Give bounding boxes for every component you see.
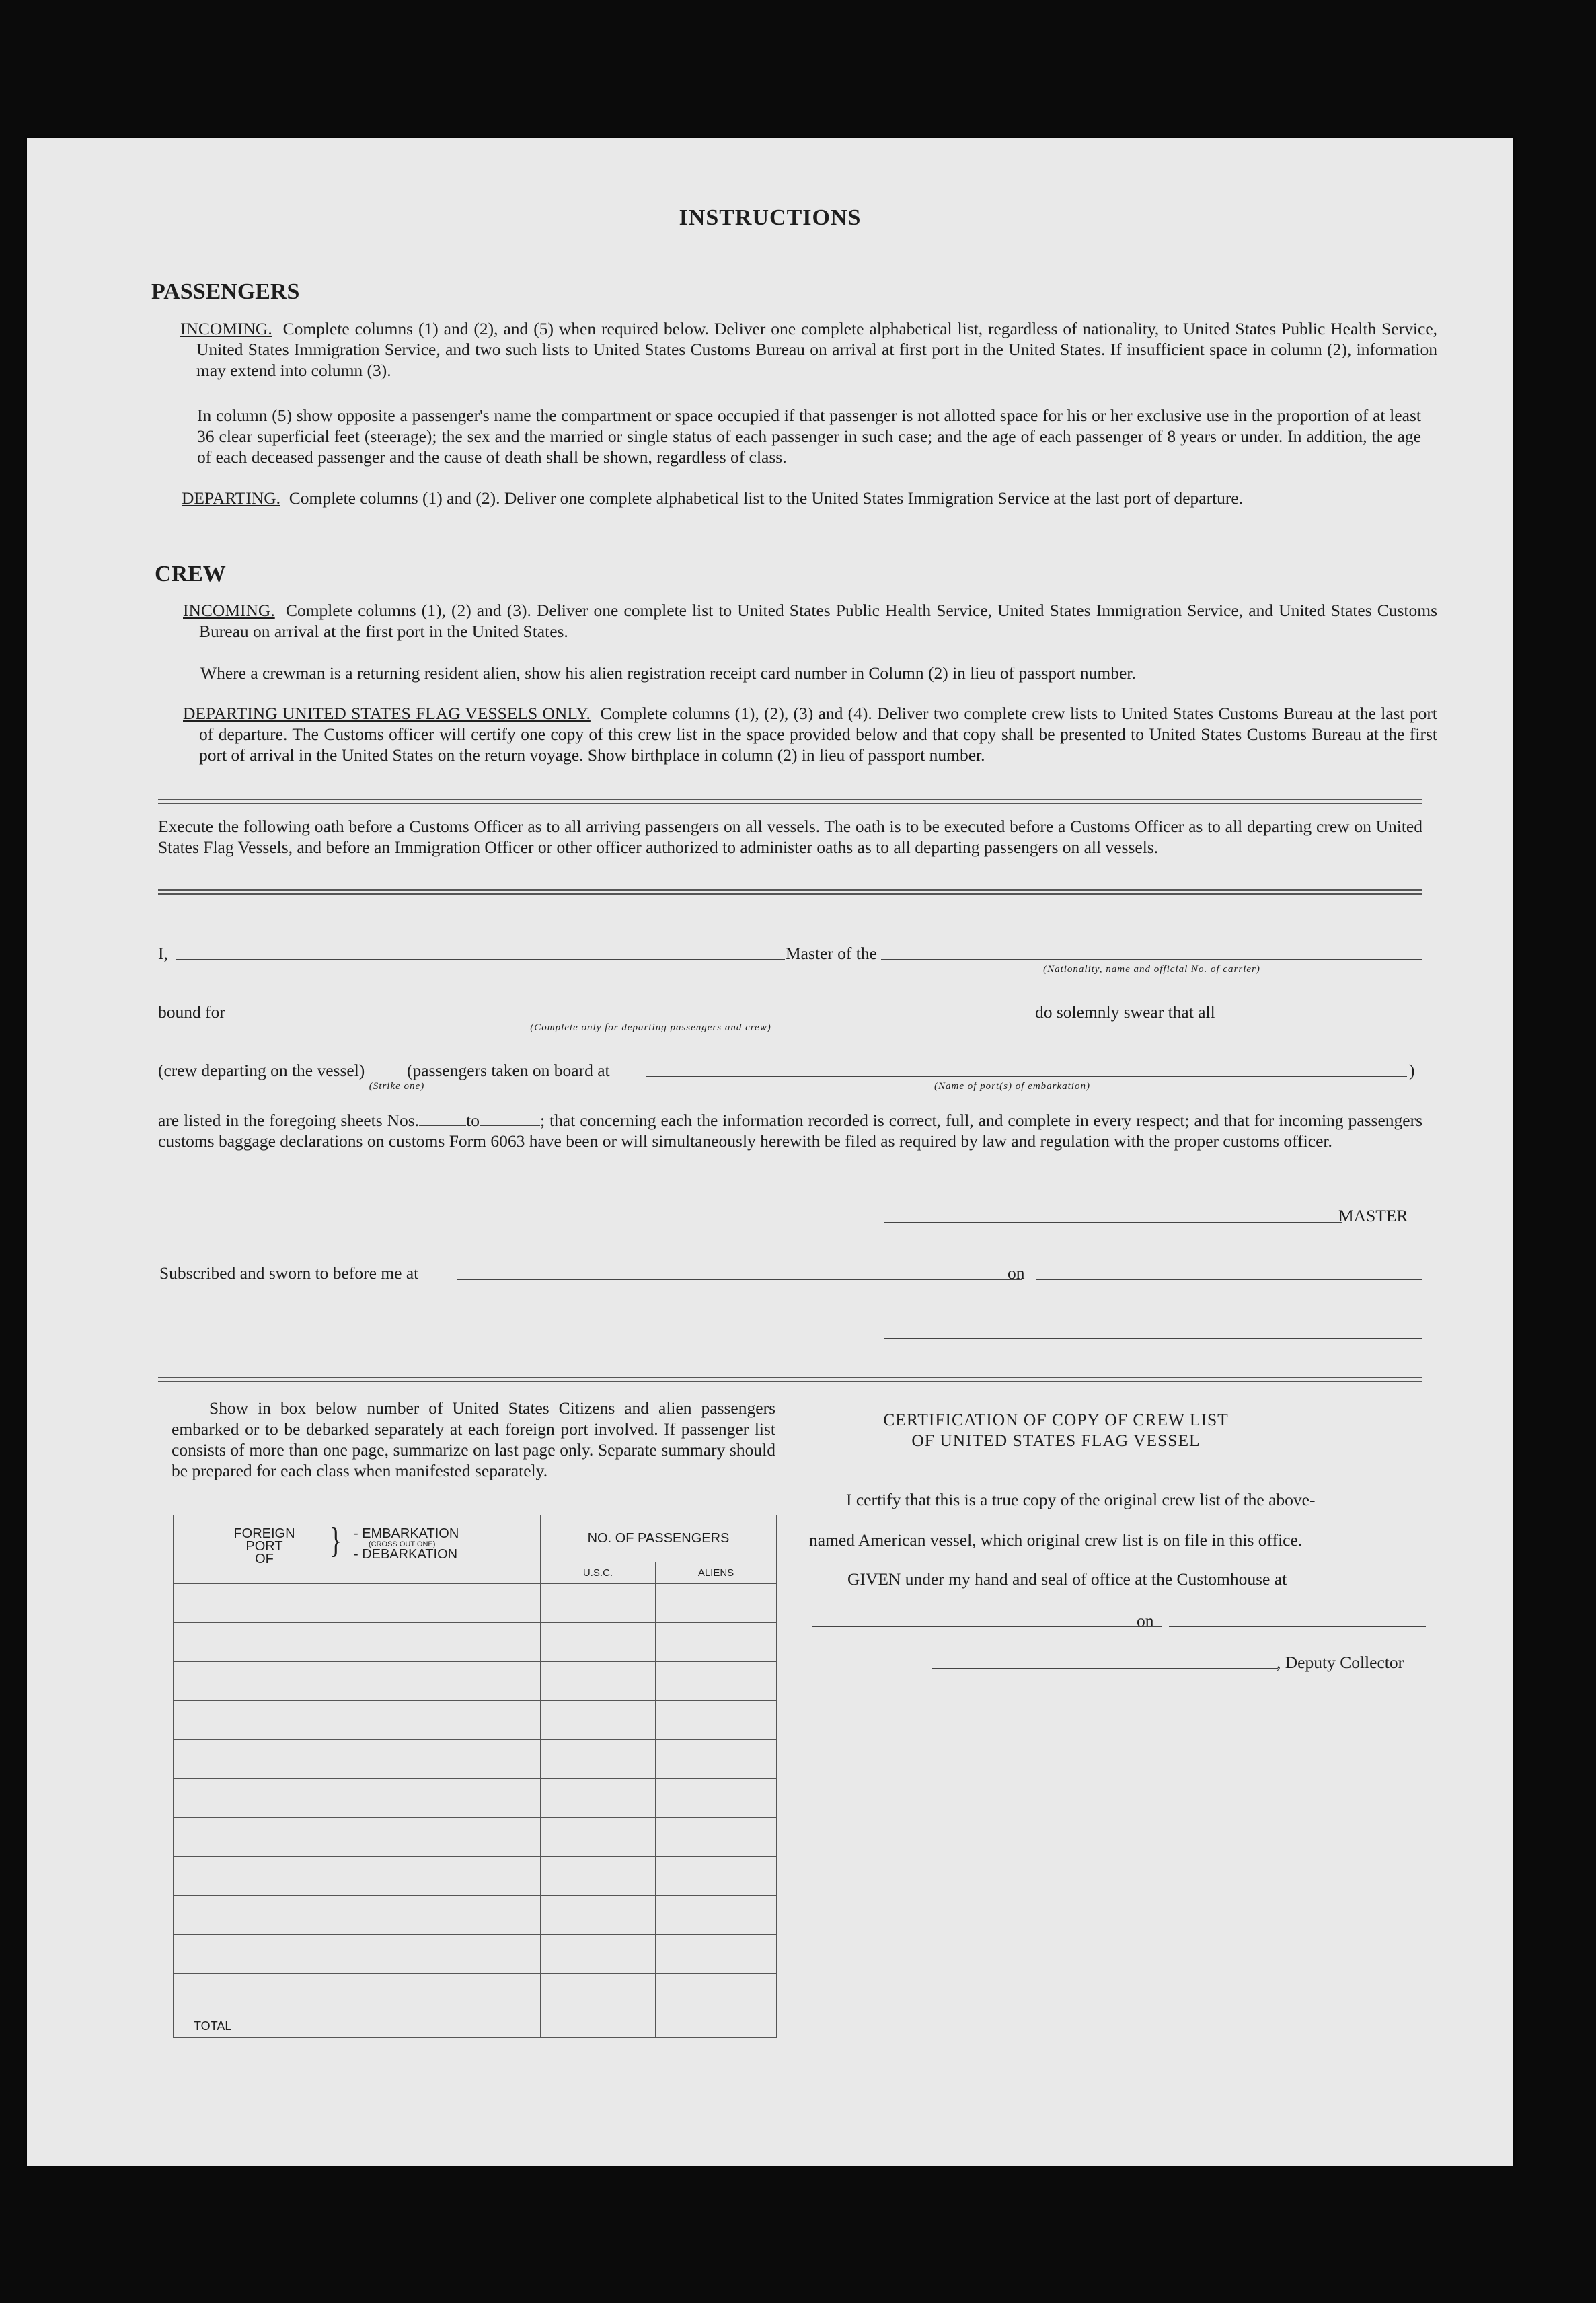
port-cell[interactable] bbox=[174, 1818, 541, 1857]
aliens-cell[interactable] bbox=[656, 1935, 777, 1974]
cross-out-one-label: (CROSS OUT ONE) bbox=[369, 1540, 436, 1548]
passengers-taken-option[interactable]: (passengers taken on board at bbox=[407, 1061, 610, 1080]
certify-line-2: named American vessel, which original crew list is on file in this office. bbox=[809, 1530, 1303, 1550]
certification-on-label: on bbox=[1137, 1611, 1154, 1630]
debarkation-label[interactable]: - DEBARKATION bbox=[354, 1547, 458, 1562]
usc-cell[interactable] bbox=[541, 1779, 656, 1818]
oath-i-label: I, bbox=[158, 944, 168, 963]
table-row bbox=[174, 1779, 777, 1818]
usc-cell[interactable] bbox=[541, 1701, 656, 1740]
listed-text-1: are listed in the foregoing sheets Nos. bbox=[158, 1110, 420, 1130]
table-row bbox=[174, 1701, 777, 1740]
table-row bbox=[174, 1896, 777, 1935]
aliens-total-cell[interactable] bbox=[656, 1974, 777, 2038]
usc-cell[interactable] bbox=[541, 1935, 656, 1974]
usc-cell[interactable] bbox=[541, 1740, 656, 1779]
complete-only-caption: (Complete only for departing passengers and crew) bbox=[530, 1022, 771, 1033]
usc-cell[interactable] bbox=[541, 1896, 656, 1935]
bound-for-label: bound for bbox=[158, 1002, 225, 1022]
customhouse-field[interactable] bbox=[812, 1626, 1162, 1627]
subscribed-date-field[interactable] bbox=[1036, 1279, 1422, 1280]
given-line: GIVEN under my hand and seal of office at the Customhouse at bbox=[847, 1569, 1287, 1589]
crew-incoming-paragraph bbox=[183, 600, 1437, 642]
deputy-collector-signature[interactable] bbox=[932, 1668, 1278, 1669]
aliens-cell[interactable] bbox=[656, 1740, 777, 1779]
total-label: TOTAL bbox=[174, 1974, 541, 2038]
port-caption: (Name of port(s) of embarkation) bbox=[934, 1081, 1090, 1092]
total-row bbox=[174, 1974, 777, 2038]
aliens-cell[interactable] bbox=[656, 1623, 777, 1662]
table-row bbox=[174, 1857, 777, 1896]
port-cell[interactable] bbox=[174, 1857, 541, 1896]
nationality-caption: (Nationality, name and official No. of carrier) bbox=[1043, 964, 1260, 975]
port-cell[interactable] bbox=[174, 1623, 541, 1662]
aliens-cell[interactable] bbox=[656, 1818, 777, 1857]
subscribed-on-label: on bbox=[1008, 1263, 1025, 1283]
table-row bbox=[174, 1818, 777, 1857]
solemnly-swear-text: do solemnly swear that all bbox=[1032, 1002, 1215, 1022]
usc-cell[interactable] bbox=[541, 1623, 656, 1662]
master-label: MASTER bbox=[1338, 1206, 1408, 1225]
form-page bbox=[27, 138, 1513, 2166]
port-cell[interactable] bbox=[174, 1896, 541, 1935]
crew-heading: CREW bbox=[155, 562, 226, 587]
certify-line-1: I certify that this is a true copy of the original crew list of the above- bbox=[846, 1490, 1316, 1509]
sheet-from-field[interactable] bbox=[419, 1125, 466, 1126]
usc-cell[interactable] bbox=[541, 1818, 656, 1857]
certification-heading bbox=[800, 1409, 1312, 1451]
port-cell[interactable] bbox=[174, 1662, 541, 1701]
passengers-departing-paragraph bbox=[182, 488, 1437, 508]
table-row bbox=[174, 1935, 777, 1974]
passengers-incoming-paragraph bbox=[180, 318, 1437, 381]
passengers-incoming-text: Complete columns (1) and (2), and (5) when required below. Deliver one complete alphabetical list, regardless of nationality, to United States Public Health Service, United States Immigration Service, and two such lists to United States Customs Bureau on arrival at first port in the United States. If insufficient space in column (2), information may extend into column (3). bbox=[196, 319, 1438, 380]
sheet-to-field[interactable] bbox=[480, 1125, 540, 1126]
certification-heading-line-2: OF UNITED STATES FLAG VESSEL bbox=[911, 1431, 1201, 1450]
crew-resident-paragraph: Where a crewman is a returning resident alien, show his alien registration receipt card number in Column (2) in lieu of passport number. bbox=[200, 663, 1136, 683]
foreign-label: FOREIGN bbox=[233, 1526, 295, 1541]
master-name-field[interactable] bbox=[176, 959, 785, 960]
port-cell[interactable] bbox=[174, 1701, 541, 1740]
passengers-column5-paragraph: In column (5) show opposite a passenger's name the compartment or space occupied if that passenger is not allotted space for his or her exclusive use in the proportion of at least 36 clear superficial feet (steerage); the sex and the married or single status of each passenger in such case; and the age of each passenger of 8 years or under. In addition, the age of each deceased passenger and the cause of death shall be shown, regardless of class. bbox=[197, 406, 1421, 467]
section-divider bbox=[158, 1377, 1422, 1382]
page-title: INSTRUCTIONS bbox=[679, 205, 862, 230]
crew-departing-label: DEPARTING UNITED STATES FLAG VESSELS ONLY. bbox=[183, 704, 591, 723]
usc-cell[interactable] bbox=[541, 1584, 656, 1623]
aliens-cell[interactable] bbox=[656, 1662, 777, 1701]
port-label: PORT bbox=[245, 1539, 283, 1554]
aliens-cell[interactable] bbox=[656, 1701, 777, 1740]
close-paren: ) bbox=[1409, 1061, 1415, 1080]
section-divider bbox=[158, 889, 1422, 895]
crew-incoming-text: Complete columns (1), (2) and (3). Deliver one complete list to United States Public Health Service, United States Immigration Service, and United States Customs Bureau on arrival at the first port in the United States. bbox=[199, 601, 1438, 641]
subscribed-label: Subscribed and sworn to before me at bbox=[159, 1263, 419, 1283]
master-signature-line[interactable] bbox=[884, 1222, 1342, 1223]
bracket: } bbox=[330, 1521, 342, 1561]
table-row bbox=[174, 1662, 777, 1701]
port-cell[interactable] bbox=[174, 1584, 541, 1623]
deputy-collector-label: , Deputy Collector bbox=[1277, 1653, 1404, 1672]
master-of-the-label: Master of the bbox=[786, 944, 877, 963]
strike-one-caption: (Strike one) bbox=[369, 1081, 425, 1092]
officer-signature-line[interactable] bbox=[884, 1338, 1422, 1339]
subscribed-place-field[interactable] bbox=[457, 1279, 1022, 1280]
usc-total-cell[interactable] bbox=[541, 1974, 656, 2038]
usc-header: U.S.C. bbox=[541, 1562, 656, 1584]
embarkation-port-field[interactable] bbox=[646, 1076, 1407, 1077]
aliens-header: ALIENS bbox=[656, 1562, 777, 1584]
port-cell[interactable] bbox=[174, 1935, 541, 1974]
passenger-summary-table bbox=[173, 1515, 777, 2038]
usc-cell[interactable] bbox=[541, 1857, 656, 1896]
carrier-field[interactable] bbox=[881, 959, 1422, 960]
no-of-passengers-header: NO. OF PASSENGERS bbox=[541, 1515, 777, 1562]
passengers-departing-text: Complete columns (1) and (2). Deliver one complete alphabetical list to the United States Immigration Service at the last port of departure. bbox=[289, 488, 1244, 508]
aliens-cell[interactable] bbox=[656, 1896, 777, 1935]
passengers-departing-label: DEPARTING. bbox=[182, 488, 280, 508]
passengers-incoming-label: INCOMING. bbox=[180, 319, 272, 338]
summary-note: Show in box below number of United States Citizens and alien passengers embarked or to be debarked separately at each foreign port involved. If passenger list consists of more than one page, summarize on last page only. Separate summary should be prepared for each class when manifested separately. bbox=[172, 1398, 775, 1480]
crew-departing-option[interactable]: (crew departing on the vessel) bbox=[158, 1061, 365, 1080]
crew-departing-paragraph bbox=[183, 703, 1437, 765]
port-header-cell bbox=[174, 1515, 541, 1584]
port-cell[interactable] bbox=[174, 1740, 541, 1779]
crew-departing-text: Complete columns (1), (2), (3) and (4). Deliver two complete crew lists to United States Customs Bureau at the last port of departure. The Customs officer will certify one copy of this crew list in the space provided below and that copy shall be presented to United States Customs Bureau at the first port of arrival in the United States on the return voyage. Show birthplace in column (2) in lieu of passport number. bbox=[199, 704, 1438, 765]
table-row bbox=[174, 1623, 777, 1662]
port-cell[interactable] bbox=[174, 1779, 541, 1818]
table-row bbox=[174, 1740, 777, 1779]
certification-date-field[interactable] bbox=[1169, 1626, 1426, 1627]
aliens-cell[interactable] bbox=[656, 1584, 777, 1623]
usc-cell[interactable] bbox=[541, 1662, 656, 1701]
of-label: OF bbox=[255, 1552, 274, 1566]
oath-instruction: Execute the following oath before a Customs Officer as to all arriving passengers on all vessels. The oath is to be executed before a Customs Officer as to all departing crew on United States Flag Vessels, and before an Immigration Officer or other officer authorized to administer oaths as to all departing passengers on all vessels. bbox=[158, 817, 1422, 857]
certification-heading-line-1: CERTIFICATION OF COPY OF CREW LIST bbox=[883, 1410, 1229, 1429]
aliens-cell[interactable] bbox=[656, 1779, 777, 1818]
section-divider bbox=[158, 799, 1422, 804]
crew-incoming-label: INCOMING. bbox=[183, 601, 275, 620]
listed-paragraph bbox=[158, 1110, 1422, 1152]
listed-text-2: ; that concerning each the information recorded is correct, full, and complete in every respect; and that for incoming passengers customs baggage declarations on customs Form 6063 have been or will simultaneously herewith be filed as required by law and regulation with the proper customs officer. bbox=[158, 1110, 1422, 1151]
listed-to: to bbox=[466, 1110, 480, 1130]
embarkation-label[interactable]: - EMBARKATION bbox=[354, 1526, 459, 1541]
passengers-heading: PASSENGERS bbox=[151, 279, 300, 304]
aliens-cell[interactable] bbox=[656, 1857, 777, 1896]
table-row bbox=[174, 1584, 777, 1623]
